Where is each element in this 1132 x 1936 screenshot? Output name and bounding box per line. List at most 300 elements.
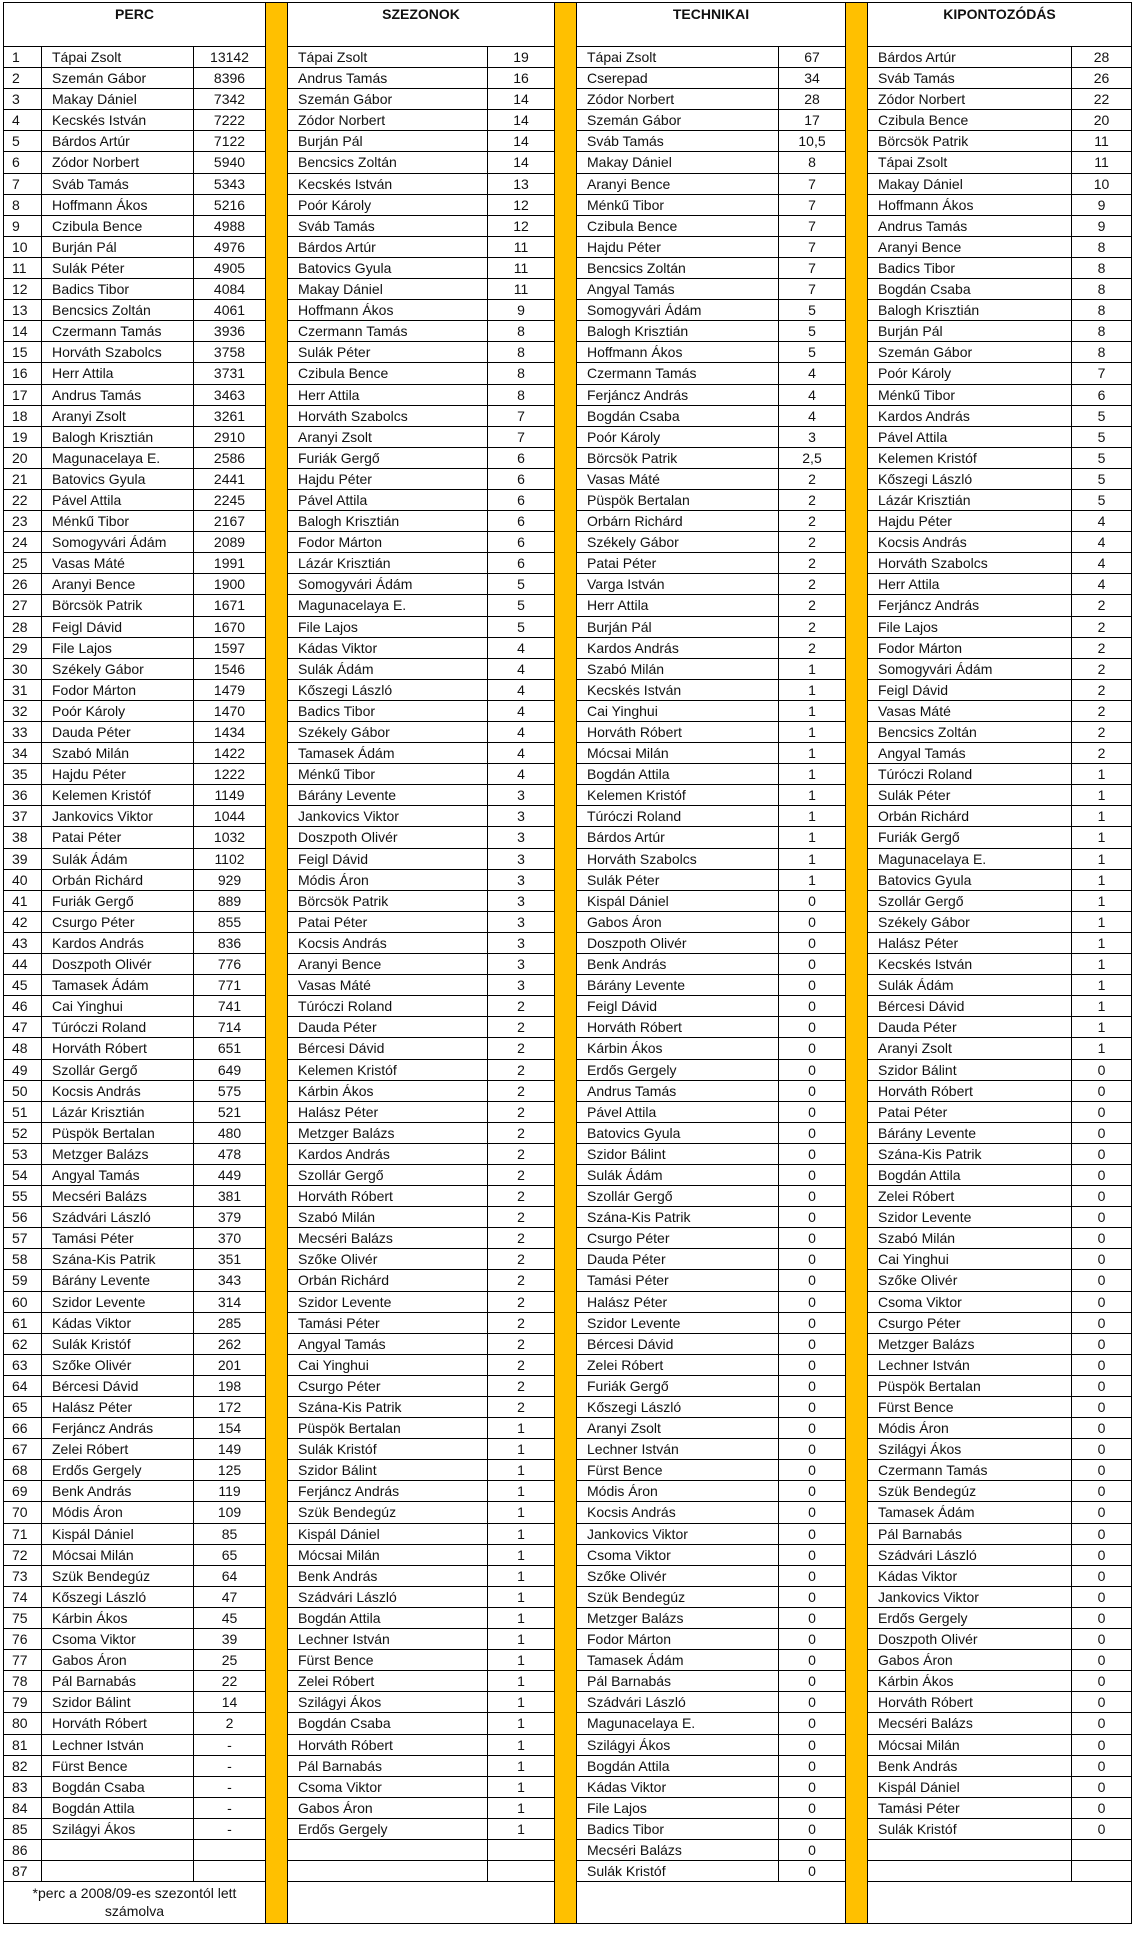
player-name-cell: Poór Károly <box>288 195 488 216</box>
player-name-cell: Szilágyi Ákos <box>577 1735 779 1756</box>
rank-cell: 23 <box>4 511 42 532</box>
player-name-cell: Kőszegi László <box>42 1587 194 1608</box>
player-name-cell: Kardos András <box>42 933 194 954</box>
kipontozodas-value-cell: 1 <box>1072 912 1132 933</box>
player-name-cell: Szilágyi Ákos <box>288 1692 488 1713</box>
player-name-cell: Sváb Tamás <box>577 131 779 152</box>
minutes-cell: 575 <box>194 1081 266 1102</box>
szezonok-value-cell: 3 <box>488 891 555 912</box>
kipontozodas-value-cell: 1 <box>1072 764 1132 785</box>
player-name-cell: Börcsök Patrik <box>42 595 194 616</box>
player-name-cell: Csurgo Péter <box>868 1313 1072 1334</box>
player-name-cell: Csoma Viktor <box>868 1292 1072 1313</box>
player-name-cell: Zódor Norbert <box>288 110 488 131</box>
player-name-cell: Hoffmann Ákos <box>868 195 1072 216</box>
rank-cell: 56 <box>4 1207 42 1228</box>
player-name-cell: Horváth Róbert <box>288 1735 488 1756</box>
player-name-cell: Ménkű Tibor <box>577 195 779 216</box>
player-name-cell: Batovics Gyula <box>868 870 1072 891</box>
minutes-cell: 4976 <box>194 237 266 258</box>
player-name-cell: Bogdán Attila <box>42 1798 194 1819</box>
rank-cell: 58 <box>4 1249 42 1270</box>
technikai-value-cell: 0 <box>779 1207 846 1228</box>
player-name-cell: Badics Tibor <box>288 701 488 722</box>
player-name-cell: Túróczi Roland <box>868 764 1072 785</box>
player-name-cell: Magunacelaya E. <box>288 595 488 616</box>
player-name-cell: Andrus Tamás <box>42 385 194 406</box>
kipontozodas-value-cell: 2 <box>1072 743 1132 764</box>
player-name-cell: Mecséri Balázs <box>288 1228 488 1249</box>
technikai-value-cell: 0 <box>779 1840 846 1861</box>
kipontozodas-value-cell: 0 <box>1072 1524 1132 1545</box>
rank-cell: 76 <box>4 1629 42 1650</box>
player-name-cell: Túróczi Roland <box>577 806 779 827</box>
minutes-cell: 2910 <box>194 427 266 448</box>
player-name-cell: Halász Péter <box>577 1292 779 1313</box>
player-name-cell: Kádas Viktor <box>42 1313 194 1334</box>
minutes-cell: 771 <box>194 975 266 996</box>
rank-cell: 3 <box>4 89 42 110</box>
kipontozodas-value-cell: 1 <box>1072 933 1132 954</box>
player-name-cell: Pál Barnabás <box>577 1671 779 1692</box>
minutes-cell: 3261 <box>194 406 266 427</box>
player-name-cell: Zelei Róbert <box>288 1671 488 1692</box>
minutes-cell: 776 <box>194 954 266 975</box>
player-name-cell: Hajdu Péter <box>868 511 1072 532</box>
rank-cell: 70 <box>4 1502 42 1523</box>
player-name-cell: Angyal Tamás <box>288 1334 488 1355</box>
player-name-cell: Pável Attila <box>577 1102 779 1123</box>
rank-cell: 64 <box>4 1376 42 1397</box>
minutes-cell: 4905 <box>194 258 266 279</box>
rank-cell: 36 <box>4 785 42 806</box>
szezonok-value-cell: 2 <box>488 1060 555 1081</box>
player-name-cell: Tápai Zsolt <box>288 47 488 68</box>
player-name-cell: Bárány Levente <box>577 975 779 996</box>
rank-cell: 71 <box>4 1524 42 1545</box>
technikai-value-cell: 7 <box>779 216 846 237</box>
player-name-cell: Bércesi Dávid <box>42 1376 194 1397</box>
player-name-cell: Bércesi Dávid <box>288 1038 488 1059</box>
rank-cell: 31 <box>4 680 42 701</box>
player-name-cell: Pál Barnabás <box>42 1671 194 1692</box>
rank-cell: 54 <box>4 1165 42 1186</box>
rank-cell: 5 <box>4 131 42 152</box>
player-name-cell: Horváth Róbert <box>577 1017 779 1038</box>
player-name-cell: Csoma Viktor <box>288 1777 488 1798</box>
player-name-cell: Mócsai Milán <box>577 743 779 764</box>
player-name-cell: Mócsai Milán <box>868 1735 1072 1756</box>
rank-cell: 35 <box>4 764 42 785</box>
player-name-cell: Bogdán Attila <box>288 1608 488 1629</box>
player-name-cell: Kocsis András <box>42 1081 194 1102</box>
szezonok-value-cell: 7 <box>488 406 555 427</box>
technikai-value-cell: 0 <box>779 1608 846 1629</box>
szezonok-value-cell: 2 <box>488 1017 555 1038</box>
rank-cell: 83 <box>4 1777 42 1798</box>
szezonok-value-cell: 1 <box>488 1798 555 1819</box>
player-name-cell: Doszpoth Olivér <box>288 827 488 848</box>
player-name-cell: Lázár Krisztián <box>288 553 488 574</box>
technikai-value-cell: 8 <box>779 152 846 173</box>
player-name-cell: Batovics Gyula <box>577 1123 779 1144</box>
empty-footer-cell <box>288 1882 555 1924</box>
kipontozodas-value-cell: 5 <box>1072 406 1132 427</box>
player-name-cell: Pável Attila <box>868 427 1072 448</box>
player-name-cell: Czibula Bence <box>288 363 488 384</box>
szezonok-value-cell: 2 <box>488 1144 555 1165</box>
technikai-value-cell: 28 <box>779 89 846 110</box>
technikai-value-cell: 0 <box>779 1376 846 1397</box>
minutes-cell: 314 <box>194 1292 266 1313</box>
player-name-cell: Orbán Richárd <box>42 870 194 891</box>
player-name-cell: Erdős Gergely <box>288 1819 488 1840</box>
szezonok-value-cell: 4 <box>488 680 555 701</box>
player-name-cell: Kardos András <box>577 638 779 659</box>
minutes-cell: 201 <box>194 1355 266 1376</box>
player-name-cell: Horváth Szabolcs <box>868 553 1072 574</box>
technikai-value-cell: 1 <box>779 785 846 806</box>
szezonok-value-cell: 1 <box>488 1524 555 1545</box>
minutes-cell: 262 <box>194 1334 266 1355</box>
kipontozodas-value-cell: 0 <box>1072 1713 1132 1734</box>
player-name-cell: Szána-Kis Patrik <box>288 1397 488 1418</box>
kipontozodas-value-cell: 1 <box>1072 954 1132 975</box>
kipontozodas-value-cell: 0 <box>1072 1397 1132 1418</box>
player-name-cell: Balogh Krisztián <box>288 511 488 532</box>
minutes-cell: 3936 <box>194 321 266 342</box>
player-name-cell: Furiák Gergő <box>868 827 1072 848</box>
player-name-cell: Bogdán Csaba <box>42 1777 194 1798</box>
player-name-cell: Bárdos Artúr <box>577 827 779 848</box>
kipontozodas-value-cell: 8 <box>1072 321 1132 342</box>
technikai-value-cell: 2 <box>779 574 846 595</box>
rank-cell: 38 <box>4 827 42 848</box>
kipontozodas-value-cell: 0 <box>1072 1102 1132 1123</box>
player-name-cell: Kispál Dániel <box>288 1524 488 1545</box>
rank-cell: 74 <box>4 1587 42 1608</box>
technikai-value-cell: 0 <box>779 954 846 975</box>
minutes-cell: 2441 <box>194 469 266 490</box>
kipontozodas-value-cell: 1 <box>1072 785 1132 806</box>
szezonok-value-cell: 1 <box>488 1819 555 1840</box>
rank-cell: 19 <box>4 427 42 448</box>
kipontozodas-value-cell: 1 <box>1072 1017 1132 1038</box>
player-name-cell: Halász Péter <box>42 1397 194 1418</box>
player-name-cell: Dauda Péter <box>288 1017 488 1038</box>
rank-cell: 6 <box>4 152 42 173</box>
player-name-cell: Horváth Róbert <box>42 1713 194 1734</box>
kipontozodas-value-cell: 5 <box>1072 490 1132 511</box>
minutes-cell: 929 <box>194 870 266 891</box>
minutes-cell: 2 <box>194 1713 266 1734</box>
technikai-value-cell: 0 <box>779 1819 846 1840</box>
szezonok-value-cell: 8 <box>488 385 555 406</box>
player-name-cell: Fodor Márton <box>42 680 194 701</box>
player-name-cell: Vasas Máté <box>577 469 779 490</box>
rank-cell: 11 <box>4 258 42 279</box>
player-name-cell: Benk András <box>577 954 779 975</box>
kipontozodas-value-cell: 1 <box>1072 891 1132 912</box>
empty-footer-cell <box>868 1882 1132 1924</box>
szezonok-value-cell: 6 <box>488 469 555 490</box>
technikai-value-cell: 0 <box>779 1439 846 1460</box>
player-name-cell: Lázár Krisztián <box>868 490 1072 511</box>
szezonok-value-cell: 2 <box>488 1165 555 1186</box>
szezonok-value-cell: 16 <box>488 68 555 89</box>
player-name-cell: Dauda Péter <box>577 1249 779 1270</box>
player-name-cell: Jankovics Viktor <box>42 806 194 827</box>
rank-cell: 87 <box>4 1861 42 1882</box>
szezonok-value-cell: 2 <box>488 1123 555 1144</box>
technikai-value-cell: 34 <box>779 68 846 89</box>
technikai-value-cell: 7 <box>779 237 846 258</box>
player-name-cell: Szőke Olivér <box>868 1270 1072 1291</box>
technikai-value-cell: 0 <box>779 1313 846 1334</box>
player-name-cell: Cai Yinghui <box>42 996 194 1017</box>
rank-cell: 30 <box>4 659 42 680</box>
szezonok-value-cell: 9 <box>488 300 555 321</box>
player-name-cell: Balogh Krisztián <box>577 321 779 342</box>
player-name-cell: Püspök Bertalan <box>577 490 779 511</box>
rank-cell: 27 <box>4 595 42 616</box>
szezonok-value-cell: 2 <box>488 1081 555 1102</box>
player-name-cell: Kárbin Ákos <box>577 1038 779 1059</box>
kipontozodas-value-cell: 0 <box>1072 1249 1132 1270</box>
player-name-cell: Fürst Bence <box>868 1397 1072 1418</box>
player-name-cell: Szabó Milán <box>42 743 194 764</box>
rank-cell: 16 <box>4 363 42 384</box>
player-name-cell: Hoffmann Ákos <box>577 342 779 363</box>
player-name-cell: Pál Barnabás <box>288 1756 488 1777</box>
player-name-cell: Bogdán Csaba <box>577 406 779 427</box>
szezonok-value-cell: 11 <box>488 279 555 300</box>
szezonok-value-cell: 1 <box>488 1777 555 1798</box>
technikai-value-cell: 0 <box>779 1671 846 1692</box>
kipontozodas-value-cell: 8 <box>1072 300 1132 321</box>
technikai-value-cell: 0 <box>779 912 846 933</box>
player-name-cell: Bogdán Attila <box>577 764 779 785</box>
rank-cell: 50 <box>4 1081 42 1102</box>
player-name-cell: Burján Pál <box>288 131 488 152</box>
kipontozodas-value-cell: 0 <box>1072 1777 1132 1798</box>
player-name-cell: Szőke Olivér <box>288 1249 488 1270</box>
minutes-cell: 480 <box>194 1123 266 1144</box>
player-name-cell: File Lajos <box>42 638 194 659</box>
minutes-cell: - <box>194 1819 266 1840</box>
kipontozodas-value-cell: 0 <box>1072 1481 1132 1502</box>
technikai-value-cell: 0 <box>779 1060 846 1081</box>
player-name-cell: Kispál Dániel <box>577 891 779 912</box>
player-name-cell: Kecskés István <box>42 110 194 131</box>
szezonok-value-cell: 1 <box>488 1713 555 1734</box>
technikai-value-cell: 5 <box>779 321 846 342</box>
minutes-cell: 1044 <box>194 806 266 827</box>
szezonok-value-cell: 6 <box>488 511 555 532</box>
rank-cell: 67 <box>4 1439 42 1460</box>
player-name-cell: Makay Dániel <box>42 89 194 110</box>
kipontozodas-value-cell: 2 <box>1072 659 1132 680</box>
rank-cell: 26 <box>4 574 42 595</box>
technikai-value-cell: 10,5 <box>779 131 846 152</box>
player-name-cell: Tamasek Ádám <box>577 1650 779 1671</box>
player-name-cell: Pál Barnabás <box>868 1524 1072 1545</box>
player-name-cell: Magunacelaya E. <box>42 448 194 469</box>
rank-cell: 69 <box>4 1481 42 1502</box>
minutes-cell: 4061 <box>194 300 266 321</box>
kipontozodas-value-cell: 22 <box>1072 89 1132 110</box>
player-name-cell: Ménkű Tibor <box>42 511 194 532</box>
player-name-cell: File Lajos <box>577 1798 779 1819</box>
player-name-cell: Hajdu Péter <box>288 469 488 490</box>
player-name-cell: Feigl Dávid <box>42 617 194 638</box>
player-name-cell: Fürst Bence <box>577 1460 779 1481</box>
technikai-value-cell: 0 <box>779 1545 846 1566</box>
rank-cell: 77 <box>4 1650 42 1671</box>
player-name-cell: Kőszegi László <box>868 469 1072 490</box>
minutes-cell: 649 <box>194 1060 266 1081</box>
szezonok-value-cell: 8 <box>488 363 555 384</box>
player-name-cell: Szük Bendegúz <box>288 1502 488 1523</box>
kipontozodas-value-cell: 0 <box>1072 1439 1132 1460</box>
kipontozodas-value-cell: 11 <box>1072 131 1132 152</box>
player-name-cell: Herr Attila <box>577 595 779 616</box>
technikai-value-cell: 0 <box>779 996 846 1017</box>
szezonok-value-cell: 1 <box>488 1460 555 1481</box>
technikai-value-cell: 0 <box>779 1566 846 1587</box>
player-name-cell: Kárbin Ákos <box>868 1671 1072 1692</box>
player-name-cell: Módis Áron <box>42 1502 194 1523</box>
technikai-value-cell: 0 <box>779 1186 846 1207</box>
minutes-cell: 285 <box>194 1313 266 1334</box>
player-name-cell: Csoma Viktor <box>42 1629 194 1650</box>
player-name-cell: Zódor Norbert <box>577 89 779 110</box>
player-name-cell: Szidor Bálint <box>288 1460 488 1481</box>
kipontozodas-value-cell: 10 <box>1072 174 1132 195</box>
rank-cell: 63 <box>4 1355 42 1376</box>
kipontozodas-value-cell: 0 <box>1072 1587 1132 1608</box>
minutes-cell: 2245 <box>194 490 266 511</box>
player-name-cell: Módis Áron <box>288 870 488 891</box>
player-name-cell: Czibula Bence <box>577 216 779 237</box>
player-name-cell: Csoma Viktor <box>577 1545 779 1566</box>
kipontozodas-value-cell: 1 <box>1072 806 1132 827</box>
minutes-cell: 836 <box>194 933 266 954</box>
player-name-cell: Somogyvári Ádám <box>42 532 194 553</box>
minutes-cell: 85 <box>194 1524 266 1545</box>
minutes-cell: 47 <box>194 1587 266 1608</box>
technikai-value-cell: 3 <box>779 427 846 448</box>
technikai-value-cell: 0 <box>779 1292 846 1313</box>
player-name-cell: Kőszegi László <box>577 1397 779 1418</box>
szezonok-value-cell: 3 <box>488 785 555 806</box>
kipontozodas-value-cell: 0 <box>1072 1819 1132 1840</box>
minutes-cell: 1597 <box>194 638 266 659</box>
technikai-value-cell: 5 <box>779 342 846 363</box>
player-name-cell: Szádvári László <box>42 1207 194 1228</box>
player-name-cell: Horváth Szabolcs <box>288 406 488 427</box>
player-name-cell: Orbárn Richárd <box>577 511 779 532</box>
minutes-cell: 1032 <box>194 827 266 848</box>
minutes-cell: 22 <box>194 1671 266 1692</box>
minutes-cell: 1671 <box>194 595 266 616</box>
minutes-cell: 889 <box>194 891 266 912</box>
player-name-cell: Orbán Richárd <box>288 1270 488 1291</box>
rank-cell: 47 <box>4 1017 42 1038</box>
player-name-cell: Ferjáncz András <box>42 1418 194 1439</box>
rank-cell: 73 <box>4 1566 42 1587</box>
technikai-value-cell: 0 <box>779 1524 846 1545</box>
szezonok-value-cell: 2 <box>488 1270 555 1291</box>
player-name-cell: Bércesi Dávid <box>868 996 1072 1017</box>
szezonok-value-cell: 11 <box>488 258 555 279</box>
player-name-cell: Bárány Levente <box>288 785 488 806</box>
player-name-cell: Kardos András <box>288 1144 488 1165</box>
player-name-cell: Sváb Tamás <box>868 68 1072 89</box>
player-name-cell: Bárány Levente <box>42 1270 194 1291</box>
technikai-value-cell: 0 <box>779 1629 846 1650</box>
player-name-cell: Andrus Tamás <box>577 1081 779 1102</box>
kipontozodas-value-cell: 11 <box>1072 152 1132 173</box>
kipontozodas-value-cell: 2 <box>1072 595 1132 616</box>
player-name-cell: Lechner István <box>42 1735 194 1756</box>
szezonok-value-cell: 14 <box>488 110 555 131</box>
player-name-cell: Fodor Márton <box>288 532 488 553</box>
minutes-cell: - <box>194 1798 266 1819</box>
szezonok-value-cell: 2 <box>488 1376 555 1397</box>
player-name-cell: Túróczi Roland <box>288 996 488 1017</box>
technikai-value-cell: 1 <box>779 722 846 743</box>
rank-cell: 41 <box>4 891 42 912</box>
player-name-cell: Bogdán Csaba <box>288 1713 488 1734</box>
player-name-cell: Gabos Áron <box>42 1650 194 1671</box>
technikai-value-cell: 0 <box>779 1650 846 1671</box>
technikai-value-cell: 2,5 <box>779 448 846 469</box>
player-name-cell: Cai Yinghui <box>577 701 779 722</box>
player-name-cell: Kádas Viktor <box>577 1777 779 1798</box>
player-name-cell: Feigl Dávid <box>288 849 488 870</box>
player-name-cell: Szidor Levente <box>577 1313 779 1334</box>
technikai-value-cell: 0 <box>779 1081 846 1102</box>
player-name-cell: Ferjáncz András <box>868 595 1072 616</box>
kipontozodas-value-cell: 1 <box>1072 849 1132 870</box>
kipontozodas-value-cell: 0 <box>1072 1692 1132 1713</box>
rank-cell: 32 <box>4 701 42 722</box>
player-name-cell: Kocsis András <box>288 933 488 954</box>
szezonok-value-cell: 2 <box>488 1186 555 1207</box>
player-name-cell: Tamási Péter <box>577 1270 779 1291</box>
szezonok-value-cell: 1 <box>488 1566 555 1587</box>
rank-cell: 1 <box>4 47 42 68</box>
player-name-cell: Jankovics Viktor <box>288 806 488 827</box>
technikai-value-cell: 0 <box>779 1502 846 1523</box>
szezonok-value-cell: 1 <box>488 1481 555 1502</box>
player-name-cell: Sulák Kristóf <box>868 1819 1072 1840</box>
rank-cell: 37 <box>4 806 42 827</box>
player-name-cell: Horváth Róbert <box>42 1038 194 1059</box>
player-name-cell: Cserepad <box>577 68 779 89</box>
minutes-cell: 1470 <box>194 701 266 722</box>
rank-cell: 44 <box>4 954 42 975</box>
technikai-value-cell: 0 <box>779 1123 846 1144</box>
kipontozodas-value-cell: 0 <box>1072 1355 1132 1376</box>
player-name-cell: Lázár Krisztián <box>42 1102 194 1123</box>
minutes-cell: 172 <box>194 1397 266 1418</box>
kipontozodas-value-cell: 0 <box>1072 1671 1132 1692</box>
minutes-cell: 449 <box>194 1165 266 1186</box>
minutes-cell: 855 <box>194 912 266 933</box>
technikai-value-cell: 0 <box>779 1165 846 1186</box>
